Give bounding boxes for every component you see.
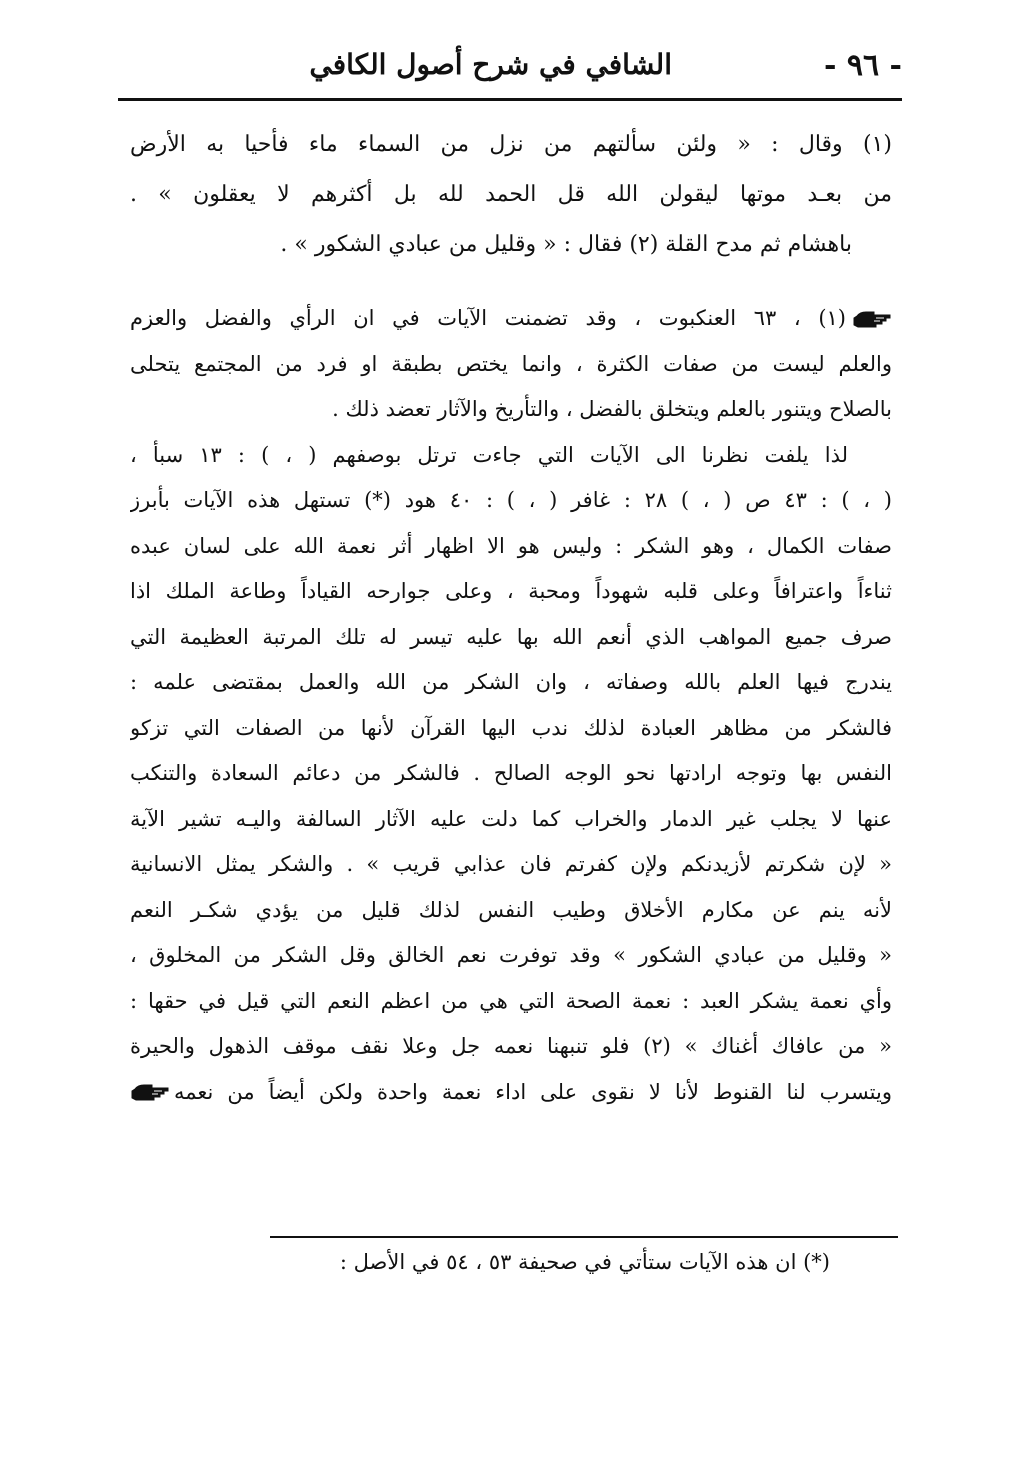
main-line: فالشكر من مظاهر العبادة لذلك ندب اليها القرآن لأنها من الصفات التي تزكو bbox=[130, 715, 892, 740]
page-header bbox=[118, 44, 902, 94]
footnote: (*) ان هذه الآيات ستأتي في صحيفة ٥٣ ، ٥٤ في الأصل : bbox=[339, 1250, 830, 1274]
footnote-rule bbox=[270, 1236, 898, 1238]
main-line-with-hand bbox=[130, 296, 892, 342]
main-line: عنها لا يجلب غير الدمار والخراب كما دلت عليه الآثار السالفة واليـه تشير الآية bbox=[130, 806, 892, 831]
pointing-hand-icon bbox=[130, 1082, 170, 1104]
running-title: الشافي في شرح أصول الكافي bbox=[309, 48, 672, 81]
main-line: ثناءاً واعترافاً وعلى قلبه شهوداً ومحبة ، وعلى جوارحه القياداً وطاعة الملك اذا bbox=[130, 579, 892, 603]
top-note bbox=[130, 120, 892, 270]
main-line-text: ويتسرب لنا القنوط لأنا لا نقوى على اداء نعمة واحدة ولكن أيضاً من نعمه bbox=[174, 1079, 892, 1104]
main-line: « وقليل من عبادي الشكور » وقد توفرت نعم الخالق وقل الشكر من المخلوق ، bbox=[130, 943, 892, 967]
main-line: النفس بها وتوجه ارادتها نحو الوجه الصالح . فالشكر من دعائم السعادة والتنكب bbox=[130, 761, 892, 785]
main-line: « من عافاك أغناك » (٢) فلو تنبهنا نعمه جل وعلا نقف موقف الذهول والحيرة bbox=[130, 1034, 892, 1058]
page-number: - ٩٦ - bbox=[823, 48, 902, 83]
main-line: لذا يلفت نظرنا الى الآيات التي جاءت ترتل بوصفهم ( ، ) : ١٣ سبأ ، bbox=[130, 442, 848, 467]
main-line-text: (١) ، ٦٣ العنكبوت ، وقد تضمنت الآيات في ان الرأي والفضل والعزم bbox=[130, 306, 846, 330]
main-line: وأي نعمة يشكر العبد : نعمة الصحة التي هي من اعظم النعم التي قيل في حقها : bbox=[130, 988, 892, 1013]
main-line: يندرج فيها العلم بالله وصفاته ، وان الشكر من الله والعمل بمقتضى علمه : bbox=[130, 670, 892, 694]
main-line: صفات الكمال ، وهو الشكر : وليس هو الا اظهار أثر نعمة الله على لسان عبده bbox=[130, 533, 892, 558]
main-line: ( ، ) : ٤٣ ص ( ، ) ٢٨ : غافر ( ، ) : ٤٠ هود (*) تستهل هذه الآيات بأبرز bbox=[130, 488, 892, 512]
main-line-with-hand bbox=[130, 1070, 892, 1116]
main-text bbox=[130, 296, 892, 1115]
main-line: صرف جميع المواهب الذي أنعم الله بها عليه تيسر له تلك المرتبة العظيمة التي bbox=[130, 624, 892, 649]
top-note-line: باهشام ثم مدح القلة (٢) فقال : « وقليل من عبادي الشكور » . bbox=[280, 232, 852, 257]
main-line: بالصلاح ويتنور بالعلم ويتخلق بالفضل ، والتأريخ والآثار تعضد ذلك . bbox=[332, 397, 892, 421]
main-line: لأنه ينم عن مكارم الأخلاق وطيب النفس لذلك قليل من يؤدي شكـر النعم bbox=[130, 897, 892, 922]
main-line: والعلم ليست من صفات الكثرة ، وانما يختص بطبقة او فرد من المجتمع يتحلى bbox=[130, 351, 892, 376]
header-rule bbox=[118, 98, 902, 101]
top-note-line: من بعـد موتها ليقولن الله قل الحمد لله بل أكثرهم لا يعقلون » . bbox=[130, 182, 892, 207]
main-line: « لإن شكرتم لأزيدنكم ولإن كفرتم فان عذابي قريب » . والشكر يمثل الانسانية bbox=[130, 852, 892, 876]
pointing-hand-icon bbox=[852, 309, 892, 331]
top-note-line: (١) وقال : « ولئن سألتهم من نزل من السماء ماء فأحيا به الأرض bbox=[130, 132, 892, 157]
